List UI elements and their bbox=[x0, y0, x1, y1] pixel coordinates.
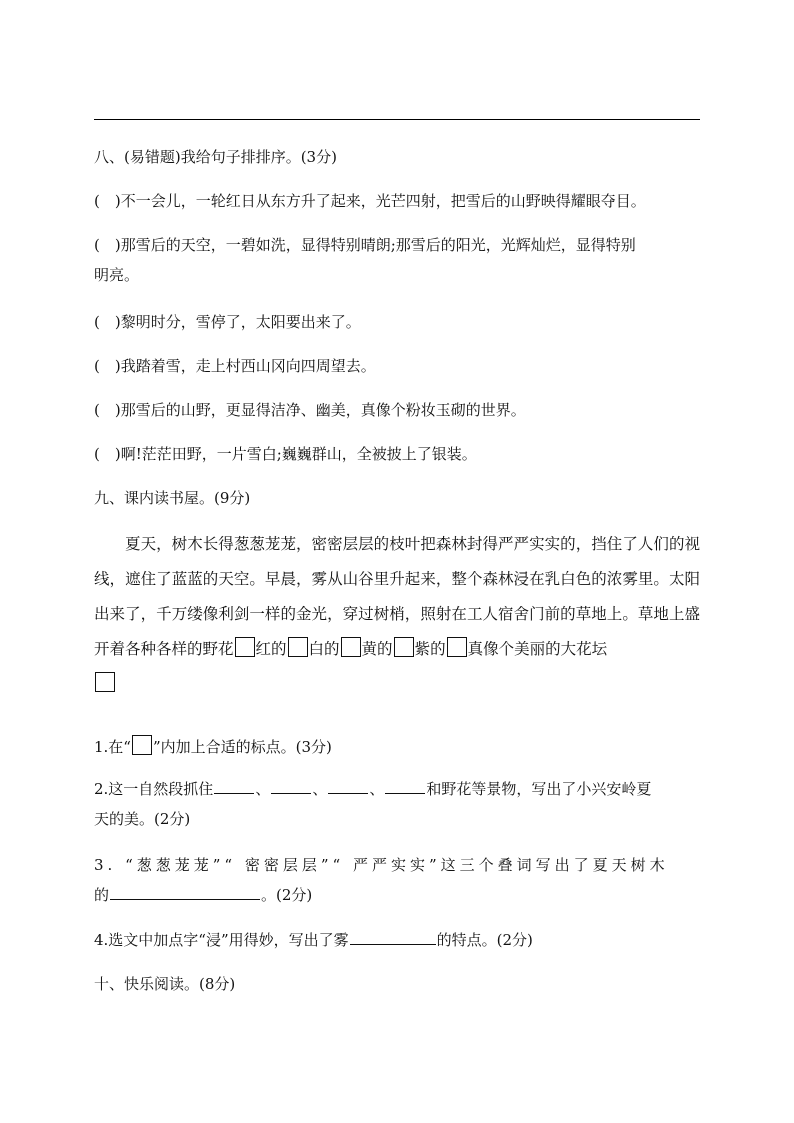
sentence-item-continuation: 明亮。 bbox=[94, 266, 140, 284]
question-text: 和野花等景物，写出了小兴安岭夏 bbox=[426, 780, 652, 798]
sentence-item: ( )那雪后的天空，一碧如洗，显得特别晴朗;那雪后的阳光，光辉灿烂，显得特别 bbox=[94, 236, 636, 254]
sentence-item: ( )那雪后的山野，更显得洁净、幽美，真像个粉妆玉砌的世界。 bbox=[94, 401, 526, 419]
box-symbol bbox=[132, 735, 152, 755]
reading-passage bbox=[94, 527, 700, 702]
punctuation-box[interactable] bbox=[394, 637, 414, 657]
question-4 bbox=[94, 930, 533, 950]
punctuation-box[interactable] bbox=[95, 672, 115, 692]
section-10-heading: 十、快乐阅读。(8分) bbox=[94, 975, 236, 993]
question-text: 的 bbox=[94, 886, 110, 904]
punctuation-box[interactable] bbox=[341, 637, 361, 657]
passage-text: 黄的 bbox=[361, 640, 393, 658]
answer-blank[interactable] bbox=[350, 930, 436, 945]
sentence-item: ( )啊!茫茫田野，一片雪白;巍巍群山，全被披上了银装。 bbox=[94, 445, 477, 463]
section-9-heading: 九、课内读书屋。(9分) bbox=[94, 489, 251, 507]
passage-text: 红的 bbox=[255, 640, 287, 658]
answer-blank[interactable] bbox=[214, 779, 254, 794]
question-3: 3. “葱葱茏茏”“ 密密层层”“ 严严实实”这三个叠词写出了夏天树木 bbox=[94, 856, 669, 874]
section-8-heading: 八、(易错题)我给句子排排序。(3分) bbox=[94, 148, 337, 166]
separator: 、 bbox=[312, 780, 328, 798]
passage-text: 真像个美丽的大花坛 bbox=[467, 640, 608, 658]
passage-text: 紫的 bbox=[414, 640, 446, 658]
question-2 bbox=[94, 779, 651, 799]
question-3-continuation bbox=[94, 885, 312, 905]
question-text: 4.选文中加点字“浸”用得妙，写出了雾 bbox=[94, 931, 349, 949]
separator: 、 bbox=[255, 780, 271, 798]
sentence-item: ( )黎明时分，雪停了，太阳要出来了。 bbox=[94, 313, 361, 331]
separator: 、 bbox=[369, 780, 385, 798]
question-1 bbox=[94, 735, 332, 757]
question-text: 2.这一自然段抓住 bbox=[94, 780, 214, 798]
answer-blank[interactable] bbox=[110, 885, 260, 900]
passage-text: 白的 bbox=[308, 640, 340, 658]
punctuation-box[interactable] bbox=[235, 637, 255, 657]
question-text: 1.在“ bbox=[94, 738, 131, 756]
punctuation-box[interactable] bbox=[288, 637, 308, 657]
passage-text: 夏天，树木长得葱葱茏茏，密密层层的枝叶把森林封得严严实实的，挡住了人们的视线，遮住了蓝蓝的天空。早晨，雾从山谷里升起来，整个森林浸在乳白色的浓雾里。太阳出来了，千万缕像利剑一样的金光，穿过树梢，照射在工人宿舍门前的草地上。草地上盛开着各种各样的野花 bbox=[94, 535, 700, 658]
sentence-item: ( )我踏着雪，走上村西山冈向四周望去。 bbox=[94, 357, 376, 375]
answer-blank[interactable] bbox=[385, 779, 425, 794]
punctuation-box[interactable] bbox=[447, 637, 467, 657]
question-2-continuation: 天的美。(2分) bbox=[94, 810, 191, 828]
question-text: 。(2分) bbox=[261, 886, 313, 904]
header-rule bbox=[94, 119, 700, 120]
answer-blank[interactable] bbox=[271, 779, 311, 794]
answer-blank[interactable] bbox=[328, 779, 368, 794]
question-text: ”内加上合适的标点。(3分) bbox=[152, 738, 332, 756]
question-text: 的特点。(2分) bbox=[436, 931, 533, 949]
sentence-item: ( )不一会儿，一轮红日从东方升了起来，光芒四射，把雪后的山野映得耀眼夺目。 bbox=[94, 192, 646, 210]
